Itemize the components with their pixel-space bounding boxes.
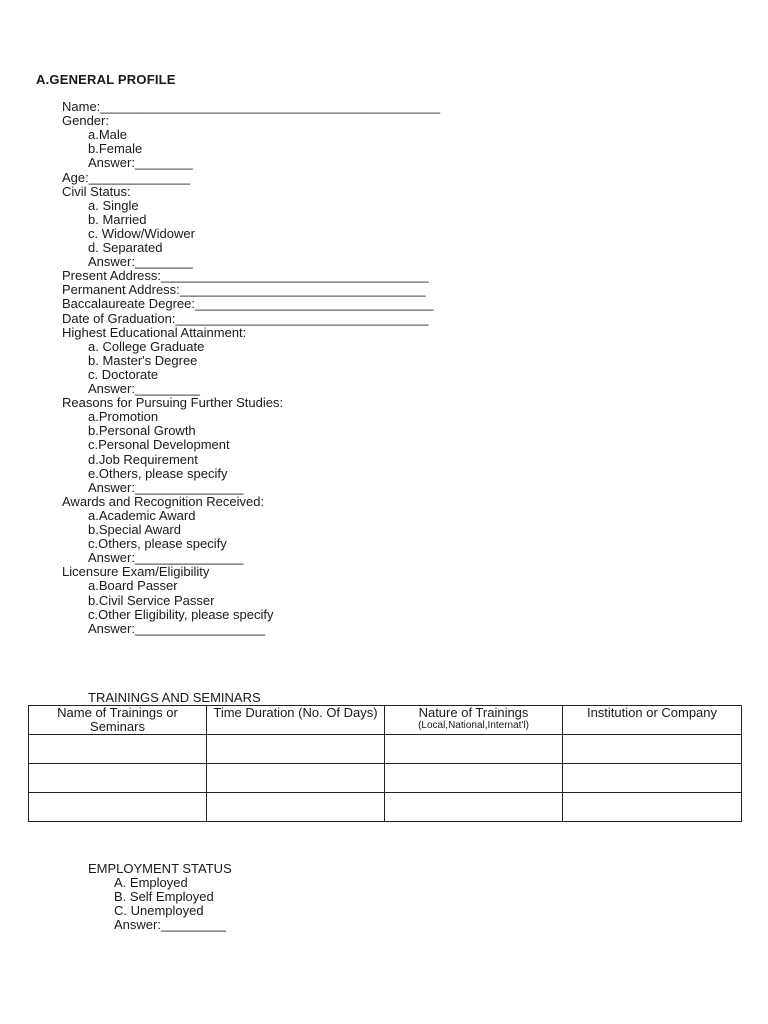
option-item: b.Personal Growth bbox=[88, 423, 196, 439]
option-item: c. Widow/Widower bbox=[88, 225, 195, 241]
option-item: a. Single bbox=[88, 197, 139, 213]
table-cell[interactable] bbox=[563, 764, 742, 793]
employment-option-employed: A. Employed bbox=[114, 875, 188, 890]
option-item: a.Board Passer bbox=[88, 578, 178, 594]
table-header-row bbox=[29, 706, 742, 735]
option-item: c.Other Eligibility, please specify bbox=[88, 606, 274, 622]
option-item: b.Special Award bbox=[88, 522, 181, 537]
employment-option-self-employed: B. Self Employed bbox=[114, 889, 214, 904]
table-row bbox=[29, 735, 742, 764]
option-item: b.Female bbox=[88, 141, 143, 157]
trainings-table bbox=[28, 705, 742, 822]
table-cell[interactable] bbox=[563, 793, 742, 822]
table-cell[interactable] bbox=[29, 764, 207, 793]
field-label: Gender: bbox=[62, 113, 109, 129]
answer-field[interactable]: Name:_______________________________________________ bbox=[62, 99, 441, 114]
trainings-title: TRAININGS AND SEMINARS bbox=[88, 690, 261, 705]
table-cell[interactable] bbox=[207, 764, 385, 793]
answer-field[interactable]: Answer:__________________ bbox=[88, 620, 266, 636]
answer-field[interactable]: Answer:_________ bbox=[88, 381, 201, 396]
answer-field[interactable]: Baccalaureate Degree:_________________________________ bbox=[62, 296, 434, 312]
section-heading-general-profile: A.GENERAL PROFILE bbox=[36, 72, 176, 87]
option-item: a.Male bbox=[88, 127, 128, 143]
header-institution: Institution or Company bbox=[563, 706, 742, 735]
answer-field[interactable]: Present Address:_____________________________________ bbox=[62, 268, 429, 284]
field-label: Licensure Exam/Eligibility bbox=[62, 564, 210, 580]
option-item: d. Separated bbox=[88, 240, 163, 255]
field-label: Reasons for Pursuing Further Studies: bbox=[62, 395, 284, 411]
table-row bbox=[29, 764, 742, 793]
answer-field[interactable]: Answer:________ bbox=[88, 155, 193, 171]
table-cell[interactable] bbox=[385, 793, 563, 822]
header-nature-of-trainings: Nature of Trainings (Local,National,Internat'l) bbox=[385, 706, 563, 735]
table-cell[interactable] bbox=[385, 735, 563, 764]
field-label: Highest Educational Attainment: bbox=[62, 324, 247, 340]
table-cell[interactable] bbox=[207, 735, 385, 764]
answer-field[interactable]: Answer:_______________ bbox=[88, 550, 244, 566]
table-cell[interactable] bbox=[29, 793, 207, 822]
answer-field[interactable]: Date of Graduation:___________________________________ bbox=[62, 310, 429, 326]
option-item: c.Personal Development bbox=[88, 437, 230, 453]
header-nature-subtitle: (Local,National,Internat'l) bbox=[418, 720, 529, 731]
employment-option-unemployed: C. Unemployed bbox=[114, 903, 204, 918]
table-row bbox=[29, 793, 742, 822]
option-item: a.Academic Award bbox=[88, 507, 196, 523]
answer-field[interactable]: Answer:________ bbox=[88, 254, 193, 270]
table-cell[interactable] bbox=[563, 735, 742, 764]
option-item: c. Doctorate bbox=[88, 366, 159, 382]
table-cell[interactable] bbox=[29, 735, 207, 764]
field-label: Awards and Recognition Received: bbox=[62, 493, 265, 509]
option-item: a. College Graduate bbox=[88, 338, 205, 354]
header-name-of-trainings: Name of Trainings or Seminars bbox=[29, 706, 207, 735]
option-item: b. Master's Degree bbox=[88, 352, 198, 368]
option-item: e.Others, please specify bbox=[88, 465, 228, 481]
option-item: b. Married bbox=[88, 211, 147, 227]
table-cell[interactable] bbox=[385, 764, 563, 793]
option-item: a.Promotion bbox=[88, 409, 159, 425]
field-label: Civil Status: bbox=[62, 183, 131, 199]
answer-field[interactable]: Answer:_______________ bbox=[88, 479, 244, 495]
header-time-duration: Time Duration (No. Of Days) bbox=[207, 706, 385, 735]
employment-answer-field[interactable]: Answer:_________ bbox=[114, 917, 227, 932]
option-item: b.Civil Service Passer bbox=[88, 592, 215, 608]
answer-field[interactable]: Permanent Address:__________________________________ bbox=[62, 282, 426, 298]
answer-field[interactable]: Age:______________ bbox=[62, 169, 190, 185]
option-item: c.Others, please specify bbox=[88, 536, 227, 552]
table-cell[interactable] bbox=[207, 793, 385, 822]
option-item: d.Job Requirement bbox=[88, 451, 198, 467]
employment-status-title: EMPLOYMENT STATUS bbox=[88, 861, 232, 876]
